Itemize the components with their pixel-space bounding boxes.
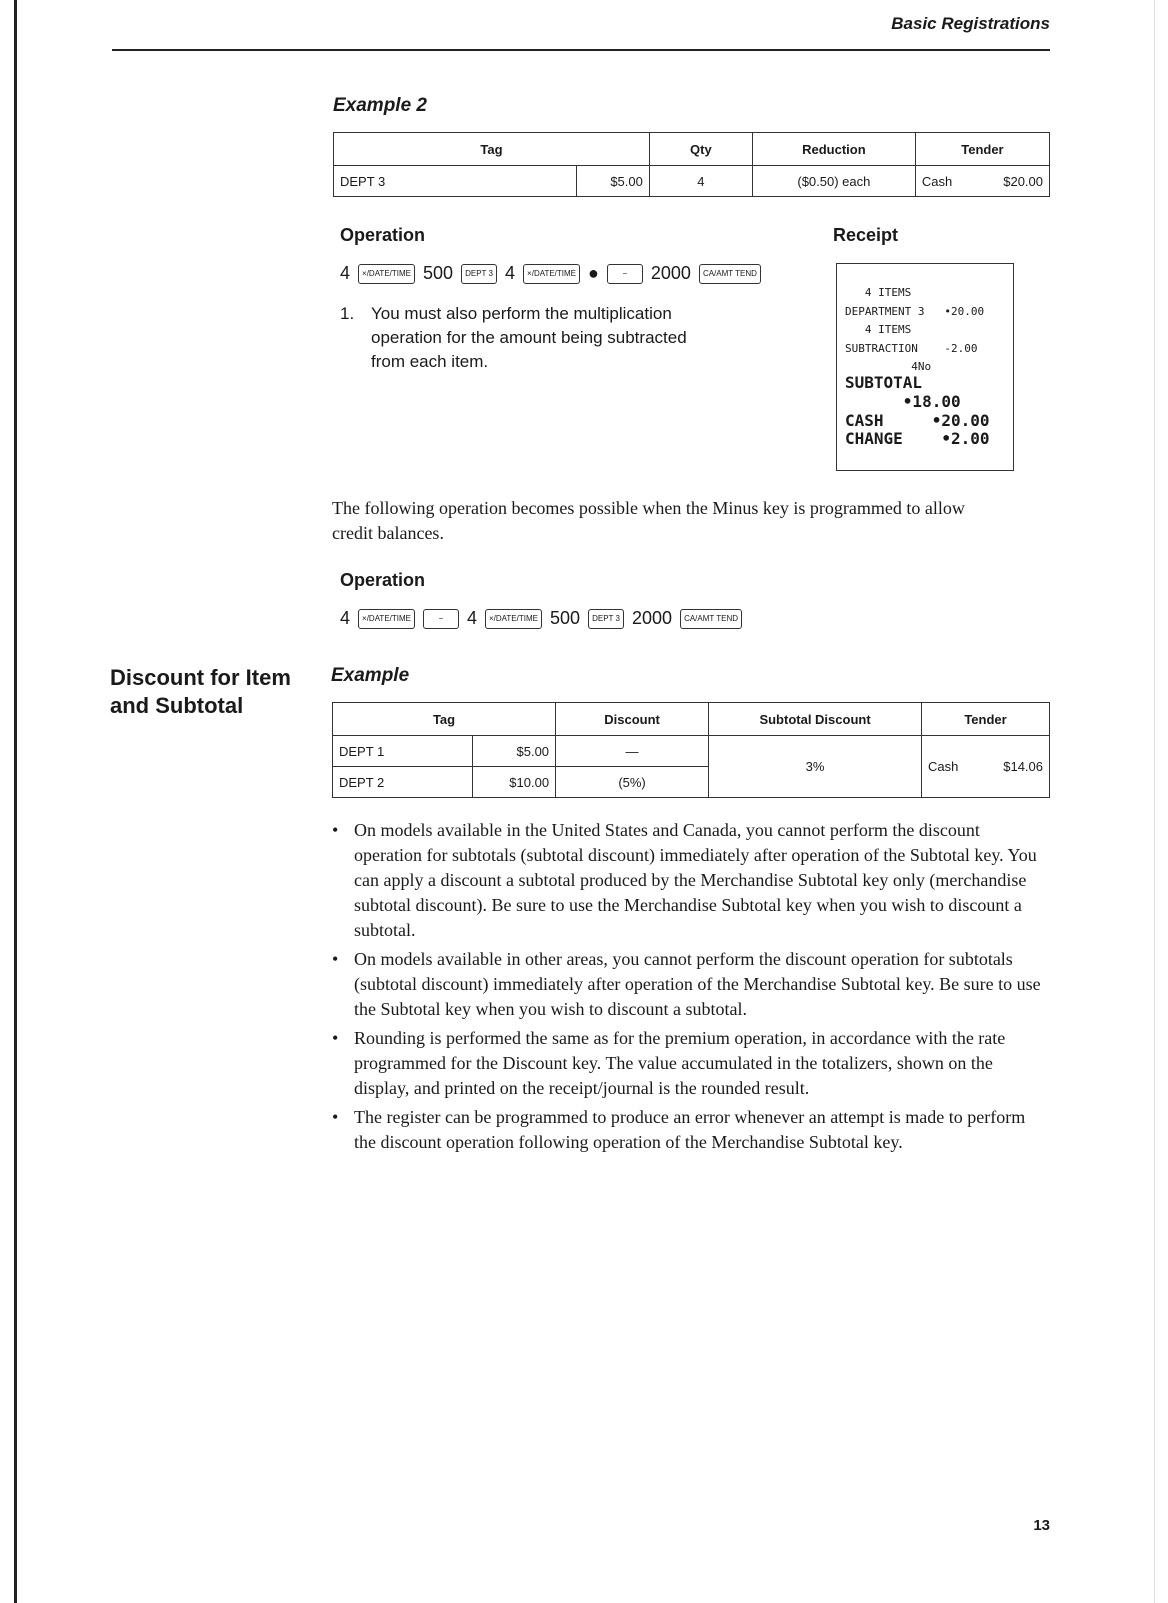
receipt-image bbox=[836, 263, 1014, 471]
operation-note: You must also perform the multiplication operation for the amount being subtracted from each item. bbox=[371, 304, 687, 371]
register-key-icon: ×/DATE/TIME bbox=[358, 609, 415, 629]
sequence-value: 500 bbox=[549, 608, 581, 628]
sequence-value: 4 bbox=[340, 263, 351, 283]
header-qty: Qty bbox=[649, 133, 752, 166]
cell-tender-amount: $14.06 bbox=[994, 736, 1049, 798]
sequence-value: 4 bbox=[466, 608, 477, 628]
table-header-row bbox=[334, 133, 1050, 166]
register-key-icon: DEPT 3 bbox=[588, 609, 624, 629]
cell-dept: DEPT 1 bbox=[333, 736, 473, 767]
register-key-icon: ×/DATE/TIME bbox=[485, 609, 542, 629]
receipt-line: •18.00 bbox=[845, 392, 961, 411]
receipt-line: CHANGE •2.00 bbox=[845, 429, 990, 448]
sequence-value: 4 bbox=[505, 263, 516, 283]
table-row bbox=[333, 736, 1050, 767]
sequence-value: ● bbox=[588, 263, 599, 283]
header-tender: Tender bbox=[922, 703, 1050, 736]
header-tender: Tender bbox=[915, 133, 1049, 166]
operation-title: Operation bbox=[340, 225, 426, 245]
receipt-line: 4 ITEMS bbox=[845, 323, 912, 336]
cell-tender-amount: $20.00 bbox=[988, 166, 1050, 197]
credit-paragraph: The following operation becomes possible when the Minus key is programmed to allow credit balances. bbox=[332, 498, 965, 543]
binding-edge-line bbox=[14, 0, 17, 1603]
example-2-table bbox=[333, 132, 1050, 197]
register-key-icon: ×/DATE/TIME bbox=[523, 264, 580, 284]
cell-subtotal-discount: 3% bbox=[709, 736, 922, 798]
register-key-icon: DEPT 3 bbox=[461, 264, 497, 284]
sequence-value: 500 bbox=[422, 263, 454, 283]
operation-key-sequence bbox=[340, 263, 761, 284]
scan-edge-line bbox=[1154, 0, 1155, 1603]
discount-notes-list bbox=[330, 818, 1050, 1159]
cell-reduction: ($0.50) each bbox=[752, 166, 915, 197]
section-title: Discount for Item and Subtotal bbox=[110, 665, 291, 718]
header-discount: Discount bbox=[556, 703, 709, 736]
table-header-row bbox=[333, 703, 1050, 736]
cell-dept: DEPT 2 bbox=[333, 767, 473, 798]
table-row bbox=[334, 166, 1050, 197]
sequence-value: 4 bbox=[340, 608, 351, 628]
list-item: • On models available in the United States and Canada, you cannot perform the discount operation for subtotals (subtotal discount) immediately after operation of the Subtotal key. You can apply a discount a subtotal produced by the Merchandise Subtotal key only (merchandise subtotal discount). Be sure to use the Merchandise Subtotal key when you wish to discount a subtotal. bbox=[330, 818, 1050, 943]
cell-discount: (5%) bbox=[556, 767, 709, 798]
cell-tender-type: Cash bbox=[922, 736, 995, 798]
cell-price: $5.00 bbox=[576, 166, 649, 197]
page-number: 13 bbox=[1033, 1517, 1050, 1534]
discount-example-title: Example bbox=[331, 665, 410, 686]
list-item: • Rounding is performed the same as for the premium operation, in accordance with the rate programmed for the Discount key. The value accumulated in the totalizers, shown on the display, and printed on the receipt/journal is the rounded result. bbox=[330, 1026, 1050, 1101]
header-rule bbox=[112, 49, 1050, 51]
register-key-icon: ×/DATE/TIME bbox=[358, 264, 415, 284]
list-item: • On models available in other areas, you cannot perform the discount operation for subtotals (subtotal discount) immediately after operation of the Merchandise Subtotal key. Be sure to use the Subtotal key when you wish to discount a subtotal. bbox=[330, 947, 1050, 1022]
header-tag: Tag bbox=[334, 133, 650, 166]
cell-dept: DEPT 3 bbox=[334, 166, 577, 197]
receipt-line: SUBTRACTION -2.00 bbox=[845, 342, 978, 355]
cell-discount: — bbox=[556, 736, 709, 767]
credit-operation-title: Operation bbox=[340, 570, 426, 590]
header-subtotal-discount: Subtotal Discount bbox=[709, 703, 922, 736]
sequence-value: 2000 bbox=[650, 263, 691, 283]
credit-key-sequence bbox=[340, 608, 742, 629]
register-key-icon: − bbox=[607, 264, 643, 284]
receipt-line: DEPARTMENT 3 •20.00 bbox=[845, 305, 985, 318]
register-key-icon: CA/AMT TEND bbox=[699, 264, 761, 284]
sequence-value: 2000 bbox=[632, 608, 673, 628]
cell-price: $10.00 bbox=[473, 767, 556, 798]
receipt-line: CASH •20.00 bbox=[845, 411, 990, 430]
header-reduction: Reduction bbox=[752, 133, 915, 166]
receipt-line: SUBTOTAL bbox=[845, 373, 923, 392]
list-item: • The register can be programmed to produce an error whenever an attempt is made to perform the discount operation following operation of the Merchandise Subtotal key. bbox=[330, 1105, 1050, 1155]
register-key-icon: − bbox=[423, 609, 459, 629]
running-header: Basic Registrations bbox=[891, 14, 1050, 33]
operation-note-number: 1. bbox=[340, 304, 355, 323]
cell-qty: 4 bbox=[649, 166, 752, 197]
discount-table bbox=[332, 702, 1050, 798]
receipt-line: 4 ITEMS bbox=[845, 286, 912, 299]
header-tag: Tag bbox=[333, 703, 556, 736]
example-2-title: Example 2 bbox=[333, 95, 427, 116]
receipt-line: 4No bbox=[845, 360, 932, 373]
register-key-icon: CA/AMT TEND bbox=[680, 609, 742, 629]
cell-tender-type: Cash bbox=[915, 166, 988, 197]
receipt-title: Receipt bbox=[833, 225, 899, 245]
cell-price: $5.00 bbox=[473, 736, 556, 767]
